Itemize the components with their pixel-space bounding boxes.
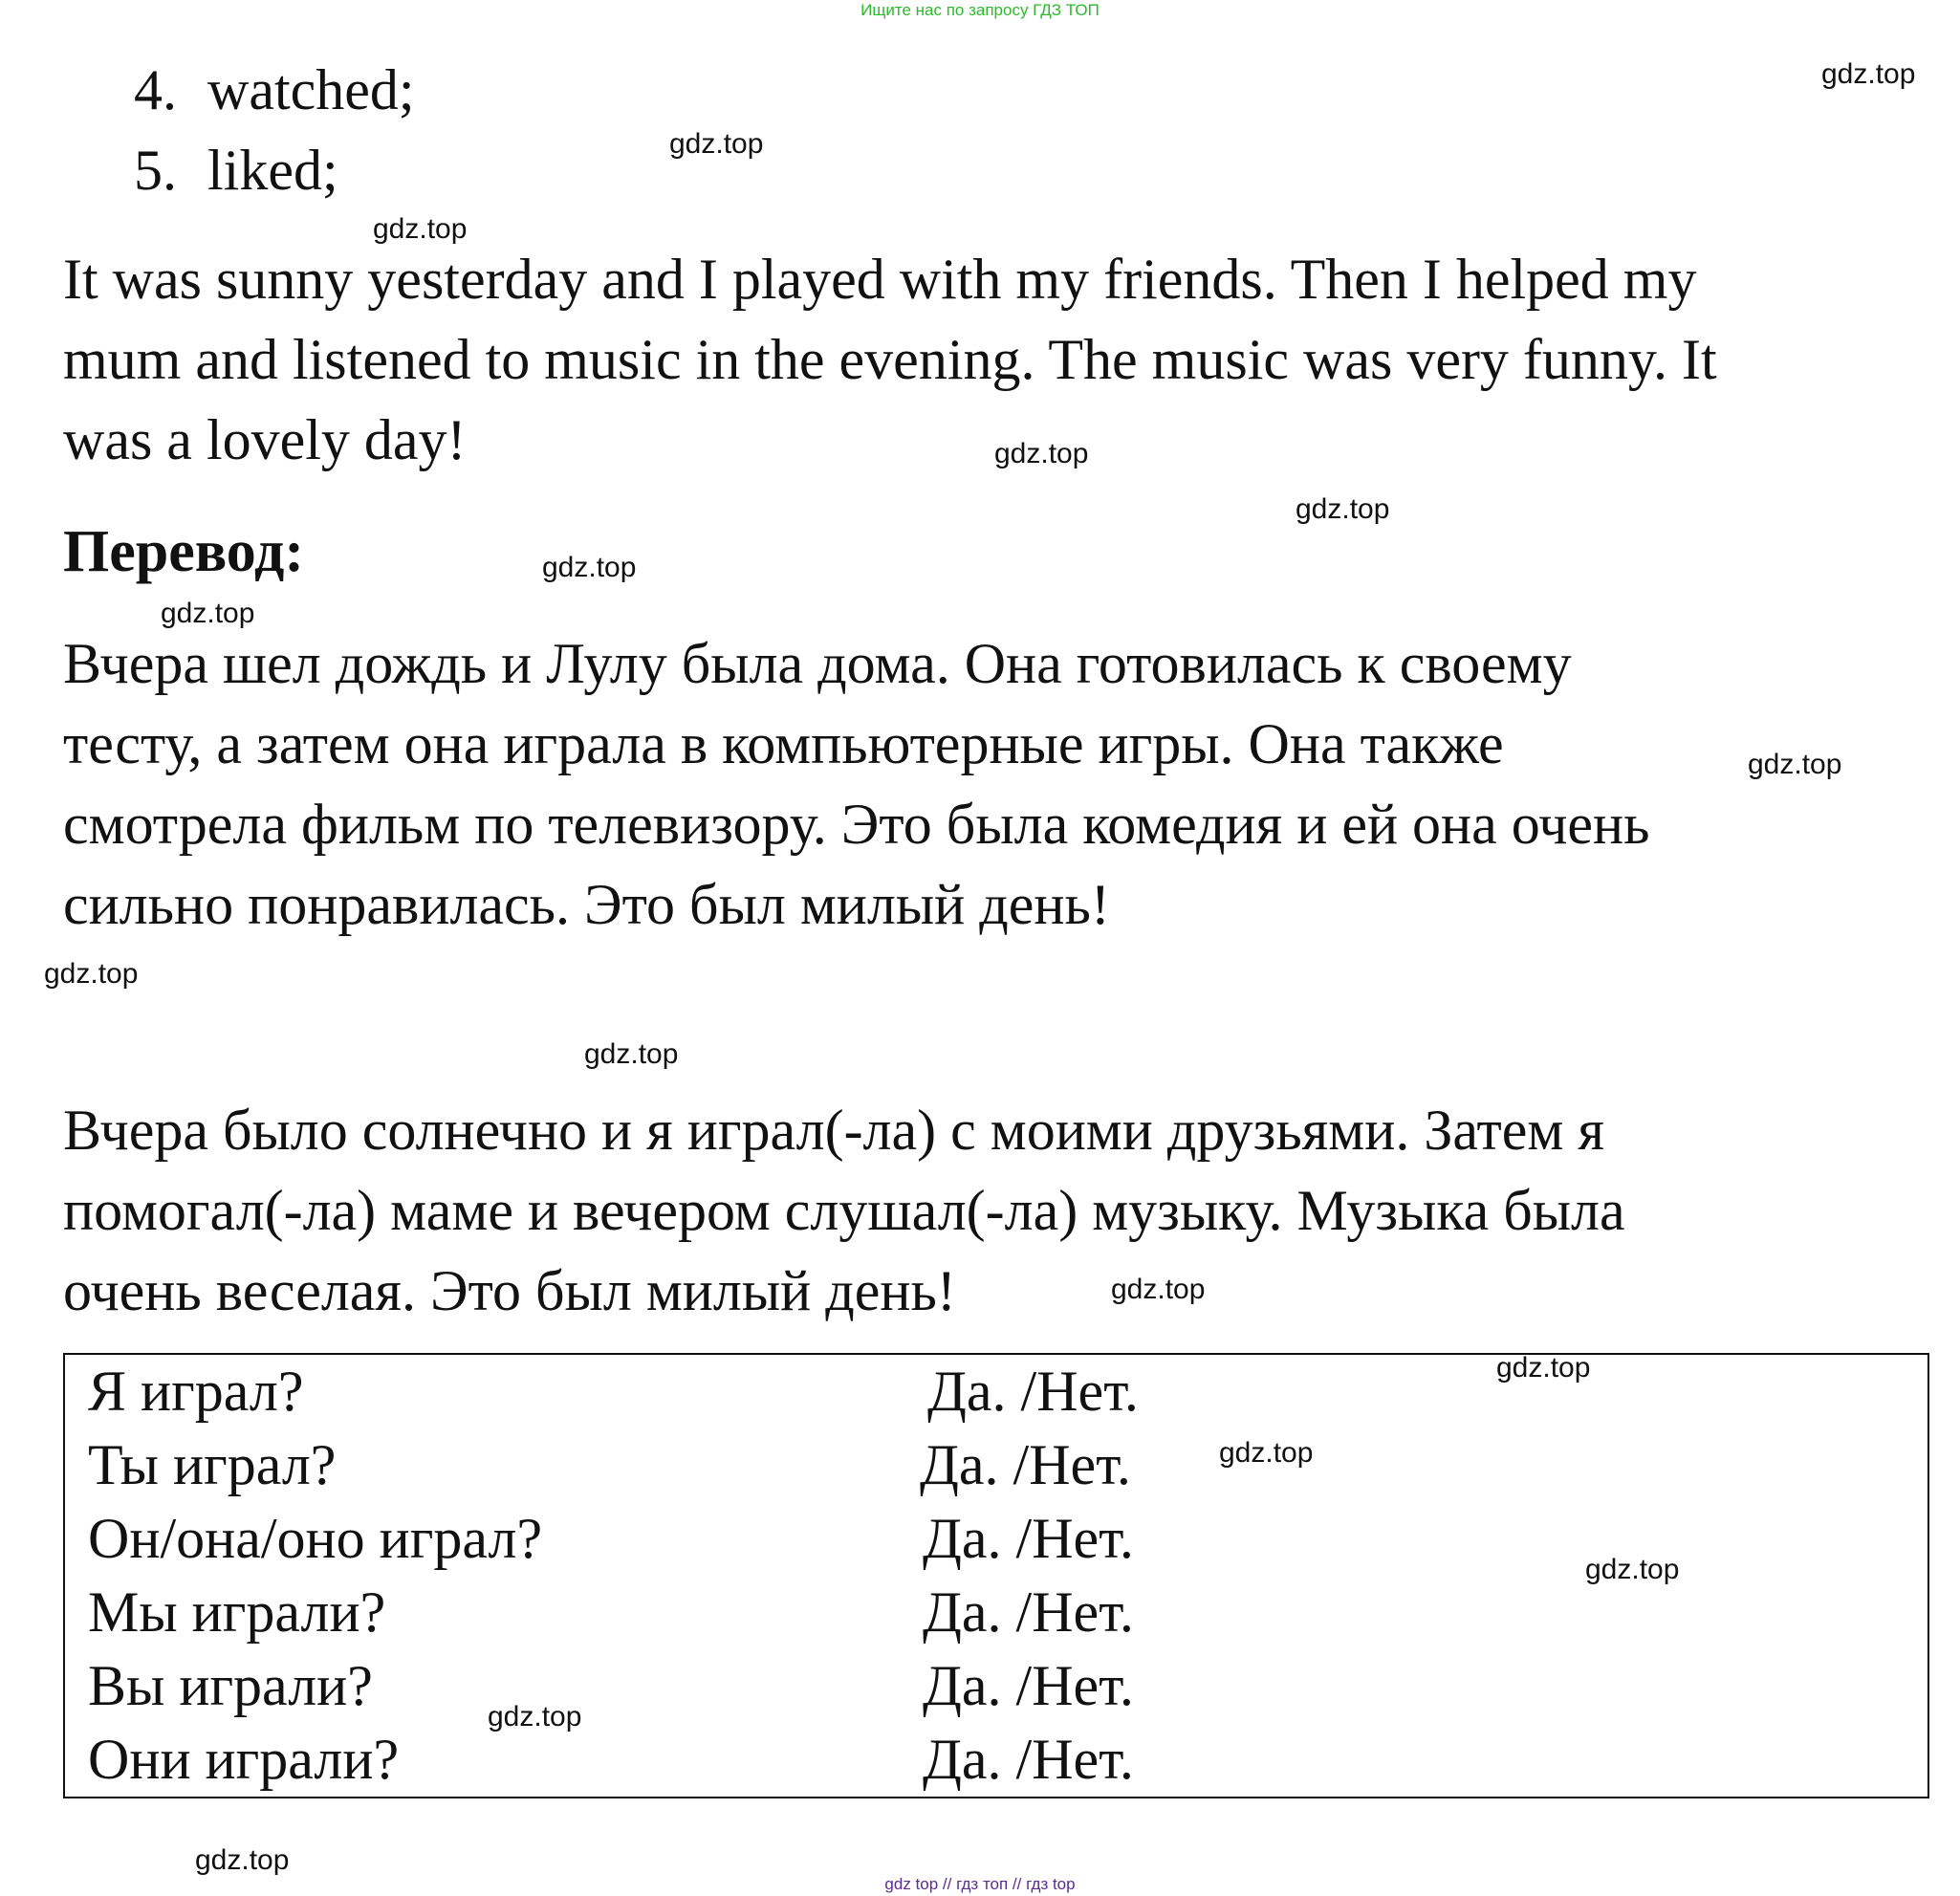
translation-line: смотрела фильм по телевизору. Это была комедия и ей она очень xyxy=(63,793,1650,856)
question-cell: Вы играли? xyxy=(88,1654,373,1717)
question-cell: Я играл? xyxy=(88,1360,304,1423)
translation-line: очень веселая. Это был милый день! xyxy=(63,1259,956,1322)
watermark: gdz.top xyxy=(195,1844,290,1876)
watermark: gdz.top xyxy=(1296,493,1390,525)
translation-line: сильно понравилась. Это был милый день! xyxy=(63,873,1110,936)
table-row xyxy=(65,1428,1927,1502)
watermark: gdz.top xyxy=(542,552,637,583)
list-item-word: watched; xyxy=(207,58,415,121)
watermark: gdz.top xyxy=(1111,1274,1206,1305)
answer-cell: Да. /Нет. xyxy=(923,1728,1134,1791)
answer-cell: Да. /Нет. xyxy=(920,1433,1131,1496)
watermark: gdz.top xyxy=(1821,58,1916,90)
answer-cell: Да. /Нет. xyxy=(923,1507,1134,1570)
table-row xyxy=(65,1355,1927,1428)
watermark: gdz.top xyxy=(994,438,1089,469)
list-item-number: 4. xyxy=(134,58,177,121)
table-row xyxy=(65,1649,1927,1723)
watermark: gdz.top xyxy=(1748,749,1842,780)
translation-heading: Перевод: xyxy=(63,519,305,584)
answer-cell: Да. /Нет. xyxy=(923,1654,1134,1717)
answer-list xyxy=(134,50,415,210)
question-cell: Мы играли? xyxy=(88,1580,386,1644)
translation-line: Вчера было солнечно и я играл(-ла) с моими друзьями. Затем я xyxy=(63,1099,1604,1162)
story-line: mum and listened to music in the evening. The music was very funny. It xyxy=(63,328,1717,391)
table-row xyxy=(65,1723,1927,1797)
list-item-number: 5. xyxy=(134,139,177,202)
answer-cell: Да. /Нет. xyxy=(923,1580,1134,1644)
list-item xyxy=(134,50,415,130)
watermark: gdz.top xyxy=(44,958,139,990)
question-cell: Они играли? xyxy=(88,1728,400,1791)
list-item xyxy=(134,130,415,210)
translation-paragraph-2 xyxy=(63,1090,1937,1331)
list-item-word: liked; xyxy=(207,139,338,202)
translation-line: Вчера шел дождь и Лулу была дома. Она готовилась к своему xyxy=(63,632,1572,695)
question-cell: Ты играл? xyxy=(88,1433,337,1496)
watermark: gdz.top xyxy=(584,1038,679,1070)
watermark: gdz.top xyxy=(1496,1352,1591,1384)
question-cell: Он/она/оно играл? xyxy=(88,1507,543,1570)
watermark: gdz.top xyxy=(669,128,764,160)
bottom-banner: gdz top // гдз топ // гдз top xyxy=(884,1875,1076,1893)
answer-cell: Да. /Нет. xyxy=(927,1360,1139,1423)
story-line: It was sunny yesterday and I played with my friends. Then I helped my xyxy=(63,248,1697,311)
watermark: gdz.top xyxy=(1219,1437,1314,1469)
watermark: gdz.top xyxy=(1585,1554,1680,1585)
watermark: gdz.top xyxy=(161,598,255,629)
watermark: gdz.top xyxy=(373,213,468,245)
translation-paragraph-1 xyxy=(63,623,1937,945)
translation-line: тесту, а затем она играла в компьютерные игры. Она также xyxy=(63,712,1504,775)
story-line: was a lovely day! xyxy=(63,408,467,471)
top-banner: Ищите нас по запросу ГДЗ ТОП xyxy=(860,1,1100,19)
watermark: gdz.top xyxy=(488,1701,582,1733)
translation-line: помогал(-ла) маме и вечером слушал(-ла) музыку. Музыка была xyxy=(63,1179,1625,1242)
